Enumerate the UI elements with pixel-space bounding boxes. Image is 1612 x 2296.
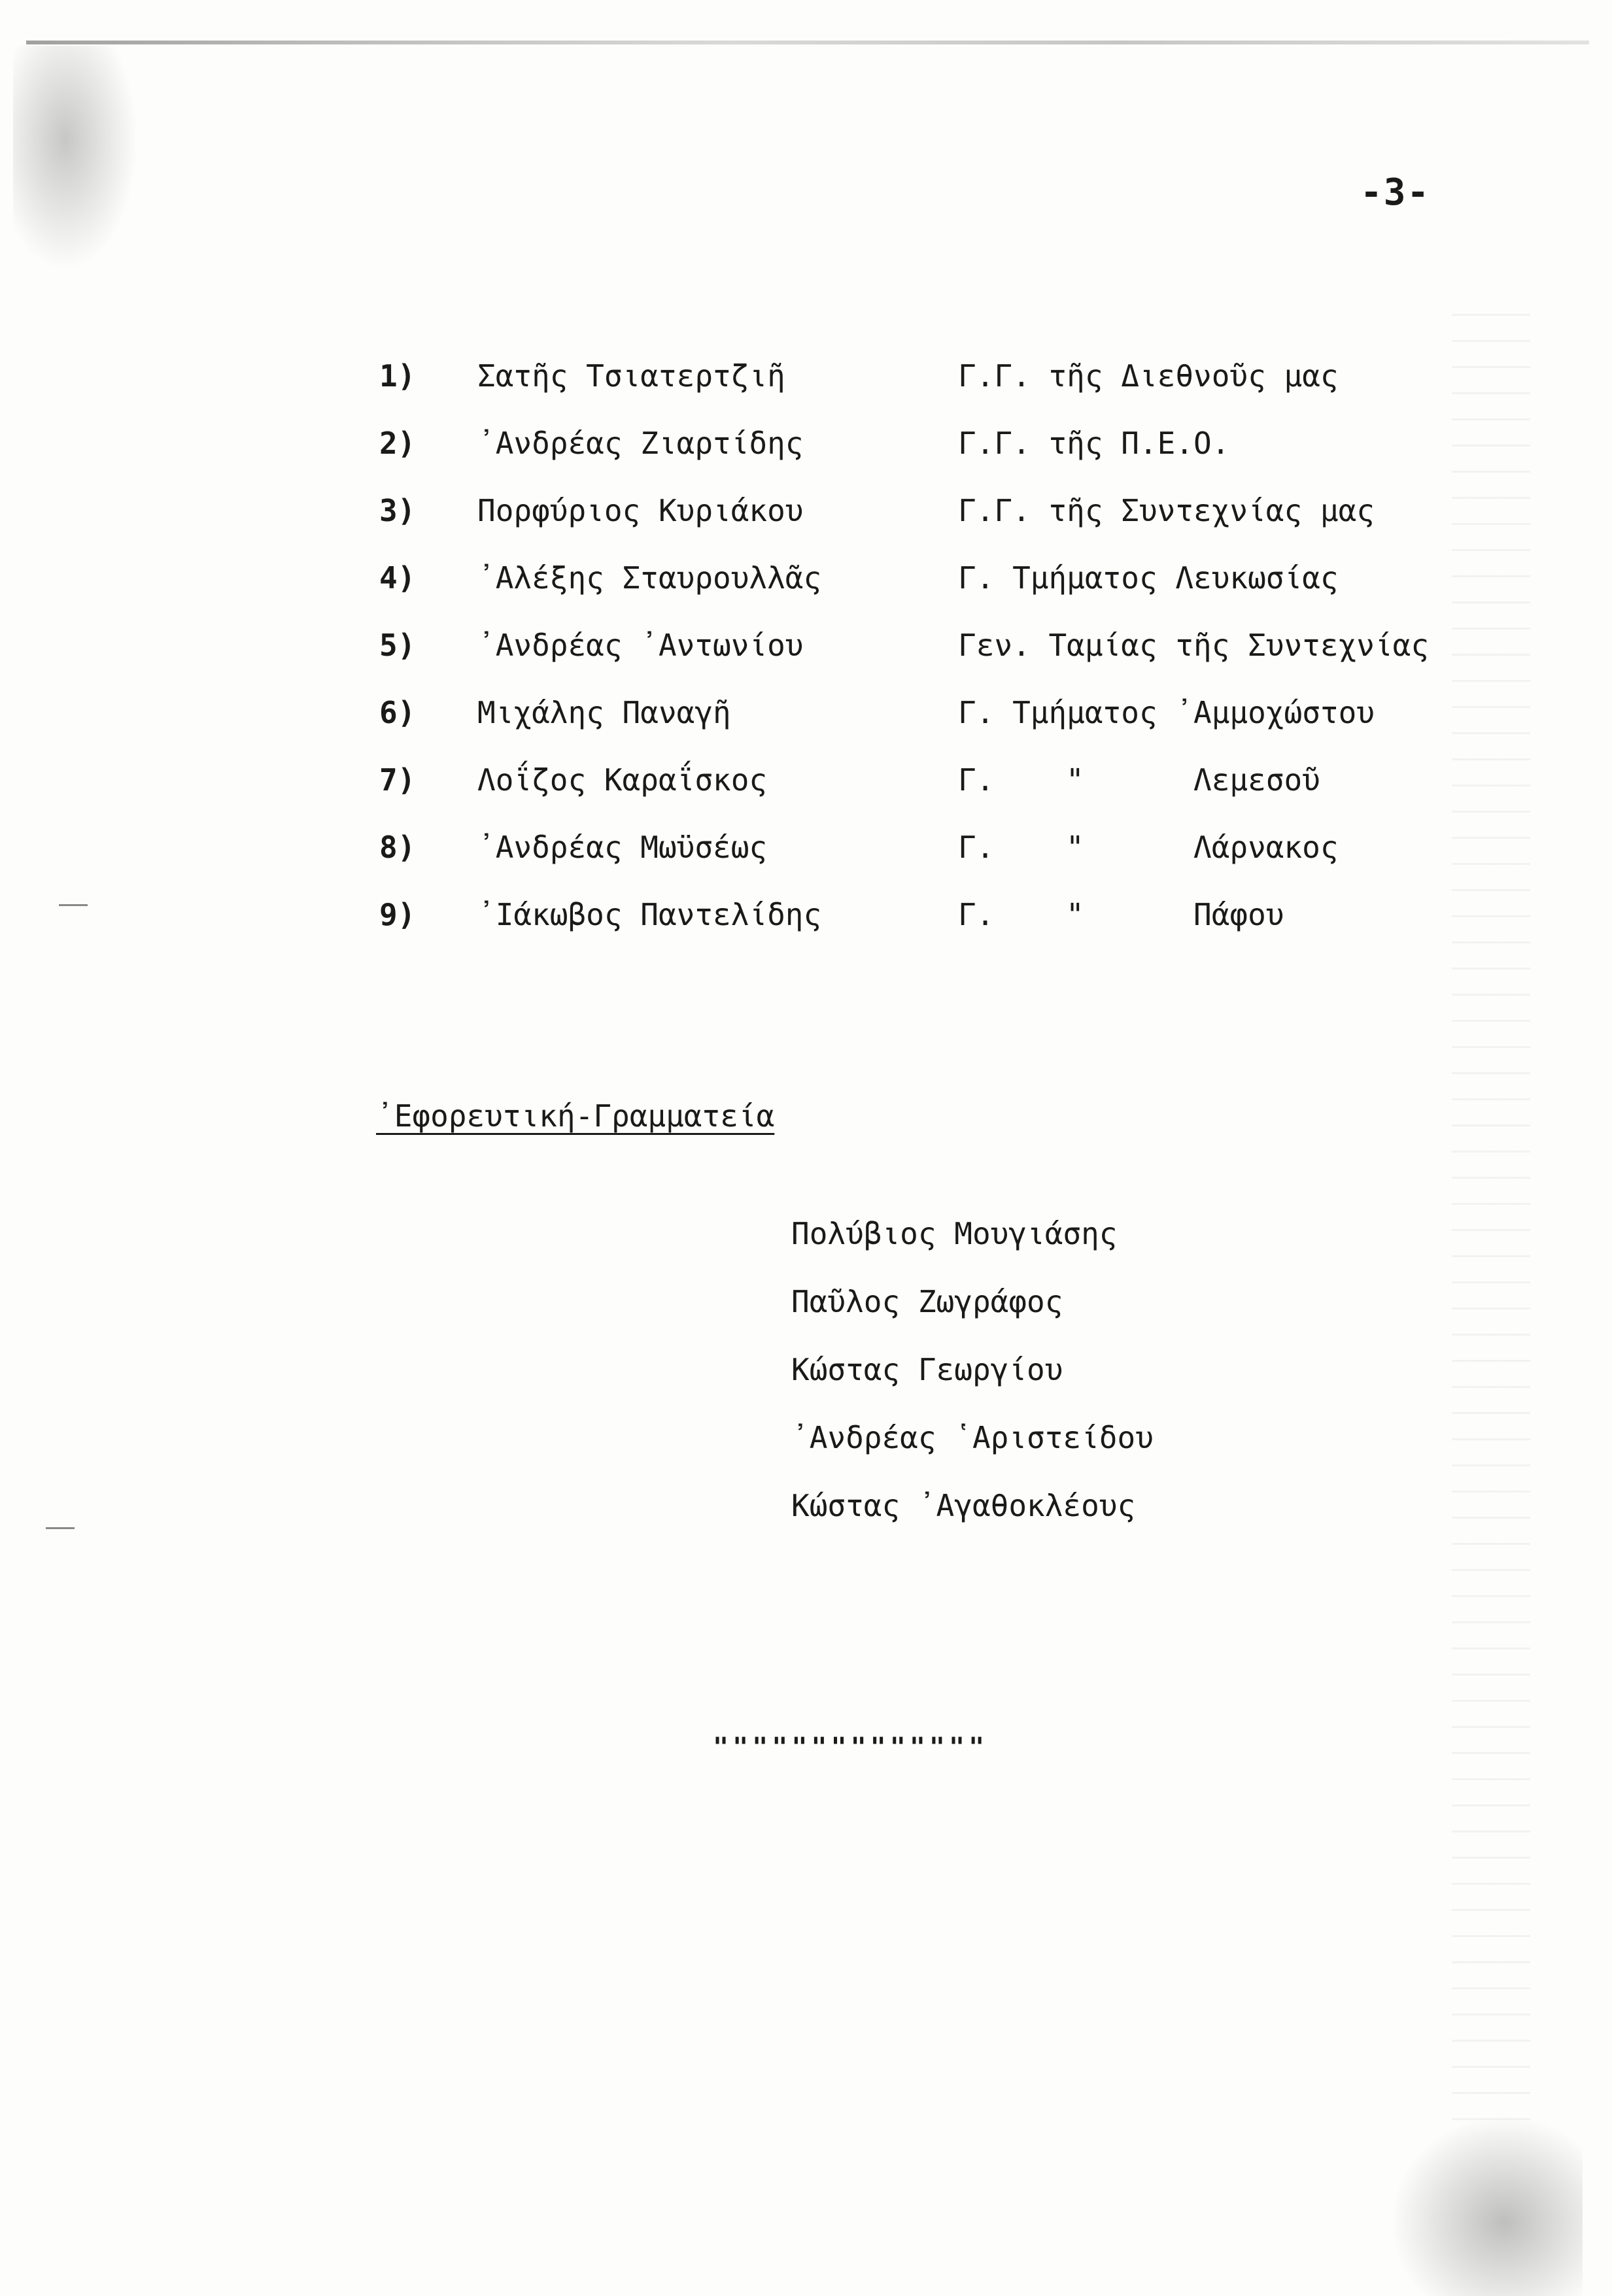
scan-mark	[59, 904, 88, 906]
roster-role: Γεν. Ταμίας τῆς Συντεχνίας	[958, 628, 1430, 663]
scan-top-edge	[26, 41, 1589, 44]
roster-name: ᾽Ανδρέας Μωϋσέως	[477, 830, 768, 865]
roster-role: Γ.Γ. τῆς Π.Ε.Ο.	[958, 426, 1230, 461]
roster-name: Μιχάλης Παναγῆ	[477, 695, 731, 730]
committee-list	[791, 1216, 1154, 1556]
roster-name: ᾽Αλέξης Σταυρουλλᾶς	[477, 560, 822, 596]
roster-number: 3)	[379, 493, 416, 528]
committee-member: Κώστας ᾽Αγαθοκλέους	[791, 1488, 1136, 1523]
roster-role: Γ.	[958, 897, 995, 932]
roster-name: ᾽Ανδρέας Ζιαρτίδης	[477, 426, 804, 461]
roster-role: Γ.Γ. τῆς Συντεχνίας μας	[958, 493, 1375, 528]
roster-name: Πορφύριος Κυριάκου	[477, 493, 804, 528]
roster-name: Λοΐζος Καραΐσκος	[477, 762, 768, 798]
roster-number: 8)	[379, 830, 416, 865]
ditto-mark: "	[1066, 762, 1084, 798]
roster-role: Γ. Τμήματος Λευκωσίας	[958, 560, 1339, 596]
page-number: -3-	[1360, 171, 1431, 214]
committee-member: Παῦλος Ζωγράφος	[791, 1284, 1063, 1319]
roster-role: Γ.	[958, 830, 995, 865]
roster-number: 2)	[379, 426, 416, 461]
committee-member: Πολύβιος Μουγιάσης	[791, 1216, 1118, 1251]
roster-number: 5)	[379, 628, 416, 663]
scan-mark	[46, 1527, 75, 1529]
section-heading: ᾽Εφορευτική-Γραμματεία	[376, 1098, 775, 1134]
roster-role: Γ. Τμήματος ᾽Αμμοχώστου	[958, 695, 1375, 730]
roster-name: Σατῆς Τσιατερτζιῆ	[477, 358, 785, 394]
roster-number: 1)	[379, 358, 416, 394]
roster-number: 7)	[379, 762, 416, 798]
scan-smudge-top-left	[13, 46, 144, 281]
roster-number: 4)	[379, 560, 416, 596]
roster-role: Γ.	[958, 762, 995, 798]
ditto-mark: "	[1066, 897, 1084, 932]
roster-place: Πάφου	[1193, 897, 1284, 932]
roster-number: 9)	[379, 897, 416, 932]
ditto-mark: "	[1066, 830, 1084, 865]
roster-name: ᾽Ιάκωβος Παντελίδης	[477, 897, 822, 932]
roster-place: Λεμεσοῦ	[1193, 762, 1320, 798]
roster-number: 6)	[379, 695, 416, 730]
roster-role: Γ.Γ. τῆς Διεθνοῦς μας	[958, 358, 1339, 394]
committee-member: Κώστας Γεωργίου	[791, 1352, 1063, 1387]
roster-place: Λάρνακος	[1193, 830, 1339, 865]
scan-edge-speckle	[1452, 314, 1530, 2144]
end-of-page-mark: """"""""""""""	[713, 1732, 989, 1763]
committee-member: ᾽Ανδρέας ῾Αριστείδου	[791, 1420, 1154, 1455]
roster-name: ᾽Ανδρέας ᾽Αντωνίου	[477, 628, 804, 663]
